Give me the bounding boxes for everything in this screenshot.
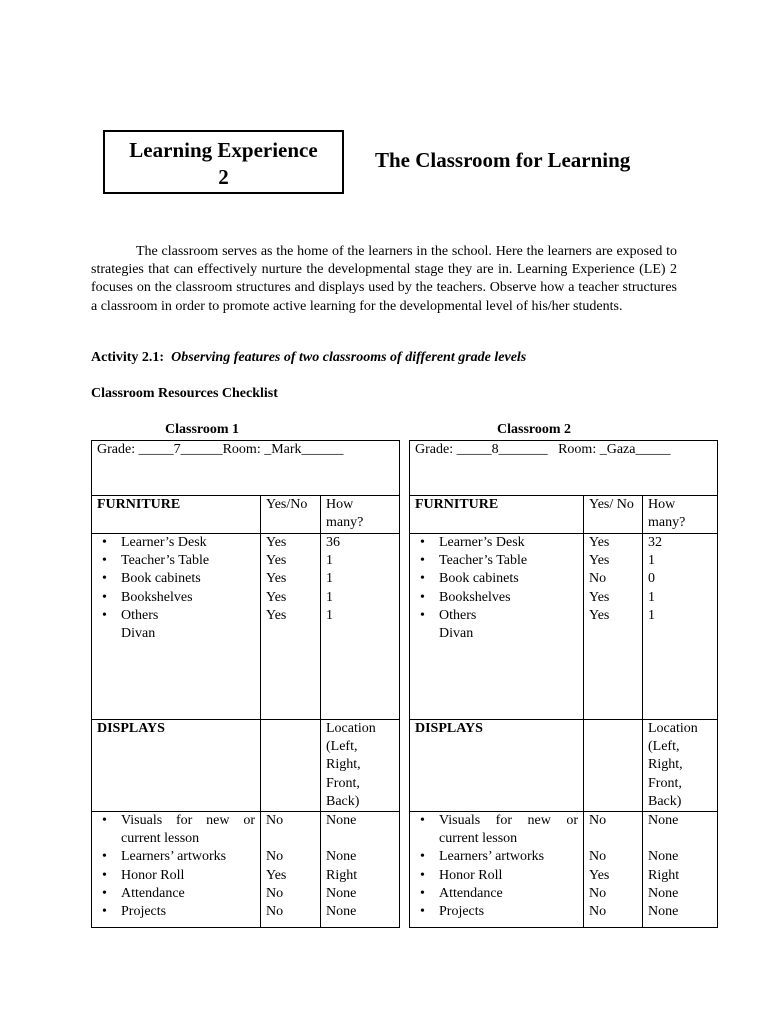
classroom1-table: [91, 440, 400, 928]
displays-header: DISPLAYS: [410, 720, 584, 812]
grade-label: Grade:: [415, 442, 454, 457]
list-item: • Book cabinets: [121, 570, 255, 588]
cell-value: 1: [326, 553, 333, 569]
furniture-list: [92, 534, 261, 720]
furniture-count: [321, 534, 400, 720]
cell-value: Yes: [266, 867, 287, 883]
cell-value: [326, 830, 394, 848]
grade-value: _____7______: [138, 442, 223, 457]
list-item: • Visuals for new or current lesson: [439, 812, 578, 848]
cell-value: 0: [648, 571, 655, 587]
classroom2-table: [409, 440, 718, 928]
cell-value: None: [326, 885, 357, 901]
cell-value: None: [648, 904, 679, 920]
cell-value: 1: [648, 553, 655, 569]
list-item: • Teacher’s Table: [439, 552, 578, 570]
list-item: • Learners’ artworks: [439, 848, 578, 866]
cell-value: [589, 830, 637, 848]
cell-value: [266, 830, 315, 848]
cell-value: 1: [648, 589, 655, 605]
cell-value: Right: [648, 867, 680, 883]
cell-value: Yes: [589, 553, 610, 569]
empty-cell: [584, 720, 643, 812]
furniture-header: FURNITURE: [92, 496, 261, 534]
activity-text: Observing features of two classrooms of different grade levels: [171, 350, 527, 365]
cell-value: Yes: [589, 867, 610, 883]
other-item: Divan: [439, 626, 474, 642]
room-value: _Mark______: [264, 442, 344, 457]
cell-value: None: [648, 849, 679, 865]
list-item: • Attendance: [439, 885, 578, 903]
how-many-header: How many?: [321, 496, 400, 534]
room-label: Room:: [222, 442, 261, 457]
cell-value: 36: [326, 535, 340, 550]
intro-paragraph: [91, 243, 677, 316]
cell-value: Yes: [589, 589, 610, 605]
cell-value: None: [648, 885, 679, 901]
list-item: • Bookshelves: [121, 589, 255, 607]
classroom1-heading: Classroom 1: [165, 422, 240, 437]
cell-value: Yes: [266, 553, 287, 569]
learning-experience-box: [103, 130, 344, 194]
cell-value: 1: [326, 607, 333, 623]
cell-value: Right: [326, 867, 358, 883]
checklist-title: Classroom Resources Checklist: [91, 386, 278, 401]
cell-value: 32: [648, 535, 662, 550]
cell-value: No: [266, 813, 284, 829]
location-header: Location (Left, Right, Front, Back): [321, 720, 400, 812]
other-item: Divan: [121, 626, 156, 642]
grade-value: _____8_______: [456, 442, 548, 457]
cell-value: Yes: [266, 535, 287, 550]
yes-no-header: Yes/No: [261, 496, 321, 534]
cell-value: 1: [326, 589, 333, 605]
page-title: The Classroom for Learning: [375, 148, 631, 172]
cell-value: Yes: [266, 571, 287, 587]
list-item: • Honor Roll: [439, 867, 578, 885]
list-item: • Teacher’s Table: [121, 552, 255, 570]
cell-value: No: [266, 885, 284, 901]
display-yes-no: [261, 812, 321, 928]
cell-value: Yes: [589, 535, 610, 550]
how-many-header: How many?: [643, 496, 718, 534]
yes-no-header: Yes/ No: [584, 496, 643, 534]
display-location: [321, 812, 400, 928]
list-item: • Book cabinets: [439, 570, 578, 588]
cell-value: No: [589, 885, 607, 901]
grade-label: Grade:: [97, 442, 136, 457]
classroom2-heading: Classroom 2: [497, 422, 572, 437]
list-item: • Others: [439, 607, 578, 625]
furniture-list: [410, 534, 584, 720]
room-value: _Gaza_____: [599, 442, 671, 457]
classroom1-grade-room: [92, 441, 400, 496]
display-yes-no: [584, 812, 643, 928]
list-item: • Projects: [439, 903, 578, 921]
furniture-yes-no: [584, 534, 643, 720]
cell-value: Yes: [589, 607, 610, 623]
list-item: • Attendance: [121, 885, 255, 903]
cell-value: None: [326, 904, 357, 920]
intro-text: The classroom serves as the home of the learners in the school. Here the learners are exposed to strategies that can effectively nurture the developmental stage they are in. Learning Experience (LE) 2 focuses on the classroom structures and displays used by the teachers. Observe how a teacher structures a classroom in order to promote active learning for the developmental level of his/her students.: [91, 244, 677, 314]
cell-value: No: [589, 571, 607, 587]
displays-list: [92, 812, 261, 928]
list-item: • Projects: [121, 903, 255, 921]
activity-label: Activity 2.1:: [91, 350, 165, 365]
empty-cell: [261, 720, 321, 812]
cell-value: Yes: [266, 589, 287, 605]
cell-value: None: [648, 813, 679, 829]
furniture-count: [643, 534, 718, 720]
classroom2-grade-room: [410, 441, 718, 496]
displays-list: [410, 812, 584, 928]
cell-value: No: [589, 849, 607, 865]
display-location: [643, 812, 718, 928]
cell-value: None: [326, 849, 357, 865]
le-number: 2: [218, 165, 229, 189]
cell-value: [648, 830, 712, 848]
displays-header: DISPLAYS: [92, 720, 261, 812]
list-item: • Others: [121, 607, 255, 625]
cell-value: No: [266, 849, 284, 865]
cell-value: No: [589, 904, 607, 920]
room-label: Room:: [558, 442, 597, 457]
cell-value: None: [326, 813, 357, 829]
list-item: • Learners’ artworks: [121, 848, 255, 866]
activity-heading: [91, 350, 526, 366]
list-item: • Learner’s Desk: [439, 534, 578, 552]
list-item: • Bookshelves: [439, 589, 578, 607]
cell-value: No: [266, 904, 284, 920]
list-item: • Learner’s Desk: [121, 534, 255, 552]
location-header: Location (Left, Right, Front, Back): [643, 720, 718, 812]
list-item: • Visuals for new or current lesson: [121, 812, 255, 848]
furniture-header: FURNITURE: [410, 496, 584, 534]
cell-value: 1: [648, 607, 655, 623]
list-item: • Honor Roll: [121, 867, 255, 885]
cell-value: No: [589, 813, 607, 829]
cell-value: Yes: [266, 607, 287, 623]
le-label: Learning Experience: [129, 138, 318, 162]
furniture-yes-no: [261, 534, 321, 720]
cell-value: 1: [326, 571, 333, 587]
